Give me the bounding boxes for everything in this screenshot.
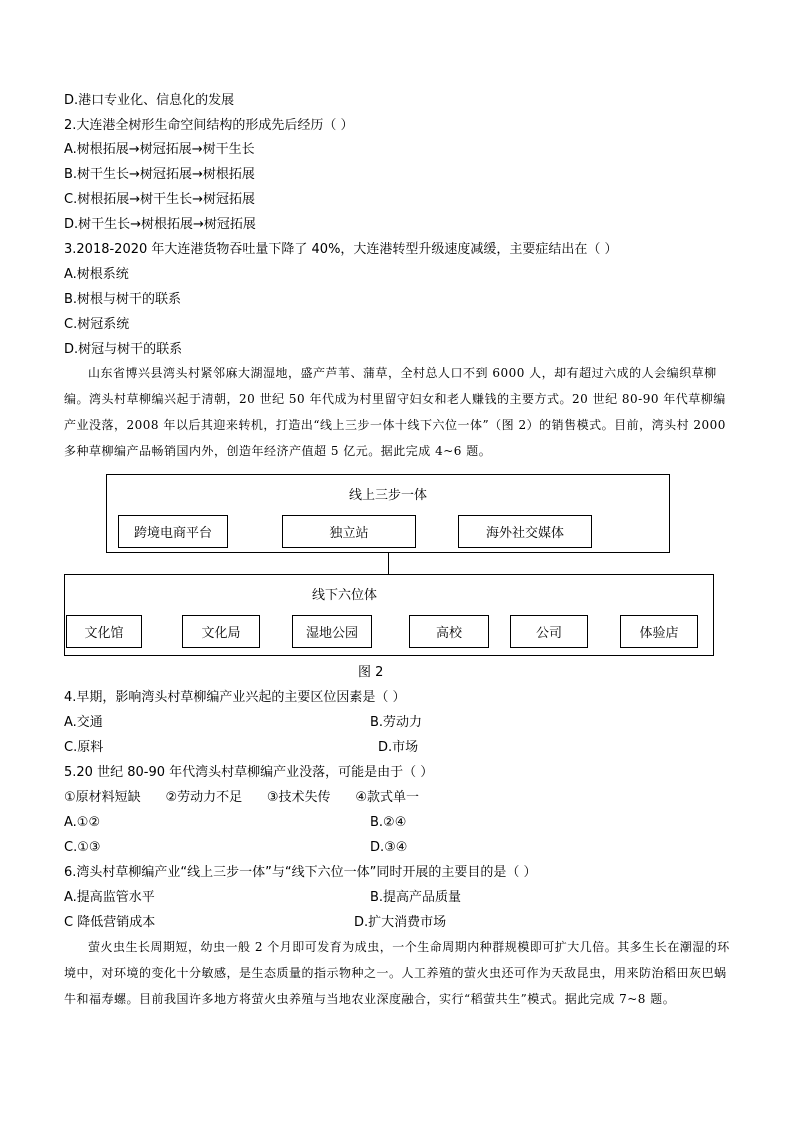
passage-wantou-village: 山东省博兴县湾头村紧邻麻大湖湿地，盛产芦苇、蒲草，全村总人口不到 6000 人，却有超过六成的人会编织草柳编。湾头村草柳编兴起于清朝，20 世纪 50 年代成为村里留守妇女和老人赚钱的主要方式。20 世纪 80-90 年代草柳编产业没落，2008 年以后其迎来转机，打造出“线上三步一体十线下六位一体”（图 2）的销售模式。目前，湾头村 2000 多种草柳编产品畅销国内外，创造年经济产值超 5 亿元。据此完成 4~6 题。 xyxy=(64,366,726,458)
online-item-independent-site: 独立站 xyxy=(282,515,416,548)
q5-option-d: D.③④ xyxy=(370,840,408,855)
figure-connector xyxy=(388,552,389,574)
q4-option-c: C.原料 xyxy=(64,740,104,755)
online-title: 线上三步一体 xyxy=(348,488,427,503)
q5-option-c: C.①③ xyxy=(64,840,101,855)
offline-item-experience-store: 体验店 xyxy=(620,615,698,648)
q4-option-d: D.市场 xyxy=(378,740,419,755)
passage-firefly: 萤火虫生长周期短，幼虫一般 2 个月即可发育为成虫，一个生命周期内种群规模即可扩大几倍。其多生长在潮湿的环境中，对环境的变化十分敏感，是生态质量的指示物种之一。人工养殖的萤火虫还可作为天敌昆虫，用来防治稻田灰巴蜗牛和福寿螺。目前我国许多地方将萤火虫养殖与当地农业深度融合，实行“稻萤共生”模式。据此完成 7~8 题。 xyxy=(64,940,730,1006)
q3-option-a: A.树根系统 xyxy=(64,267,129,282)
q5-items: ①原材料短缺 ②劳动力不足 ③技术失传 ④款式单一 xyxy=(64,790,419,805)
q6-option-c: C 降低营销成本 xyxy=(64,915,156,930)
offline-item-culture-hall: 文化馆 xyxy=(66,615,142,648)
offline-title: 线下六位体 xyxy=(312,588,378,603)
q6-option-d: D.扩大消费市场 xyxy=(354,915,447,930)
q5-option-b: B.②④ xyxy=(370,815,407,830)
q4-option-b: B.劳动力 xyxy=(370,715,423,730)
offline-item-university: 高校 xyxy=(409,615,489,648)
q4-stem: 4.早期，影响湾头村草柳编产业兴起的主要区位因素是（ ） xyxy=(64,690,406,705)
offline-item-company: 公司 xyxy=(510,615,588,648)
figure-offline-frame xyxy=(64,574,714,656)
online-item-overseas-social-media: 海外社交媒体 xyxy=(458,515,592,548)
q3-stem: 3.2018-2020 年大连港货物吞吐量下降了 40%，大连港转型升级速度减缓，主要症结出在（ ） xyxy=(64,242,618,257)
q5-stem: 5.20 世纪 80-90 年代湾头村草柳编产业没落，可能是由于（ ） xyxy=(64,765,434,780)
q2-option-c: C.树根拓展→树干生长→树冠拓展 xyxy=(64,192,255,207)
q6-option-a: A.提高监管水平 xyxy=(64,890,155,905)
q1-option-d: D.港口专业化、信息化的发展 xyxy=(64,93,235,108)
q3-option-c: C.树冠系统 xyxy=(64,317,130,332)
offline-item-wetland-park: 湿地公园 xyxy=(292,615,372,648)
q5-option-a: A.①② xyxy=(64,815,101,830)
q2-option-b: B.树干生长→树冠拓展→树根拓展 xyxy=(64,167,255,182)
q2-option-d: D.树干生长→树根拓展→树冠拓展 xyxy=(64,217,256,232)
q2-stem: 2.大连港全树形生命空间结构的形成先后经历（ ） xyxy=(64,118,354,133)
q6-option-b: B.提高产品质量 xyxy=(370,890,462,905)
q4-option-a: A.交通 xyxy=(64,715,103,730)
q2-option-a: A.树根拓展→树冠拓展→树干生长 xyxy=(64,142,255,157)
offline-item-culture-bureau: 文化局 xyxy=(182,615,260,648)
q6-stem: 6.湾头村草柳编产业“线上三步一体”与“线下六位一体”同时开展的主要目的是（ ） xyxy=(64,865,537,880)
q3-option-b: B.树根与树干的联系 xyxy=(64,292,182,307)
online-item-cross-border-platform: 跨境电商平台 xyxy=(118,515,228,548)
q3-option-d: D.树冠与树干的联系 xyxy=(64,342,183,357)
figure-caption: 图 2 xyxy=(358,665,384,680)
